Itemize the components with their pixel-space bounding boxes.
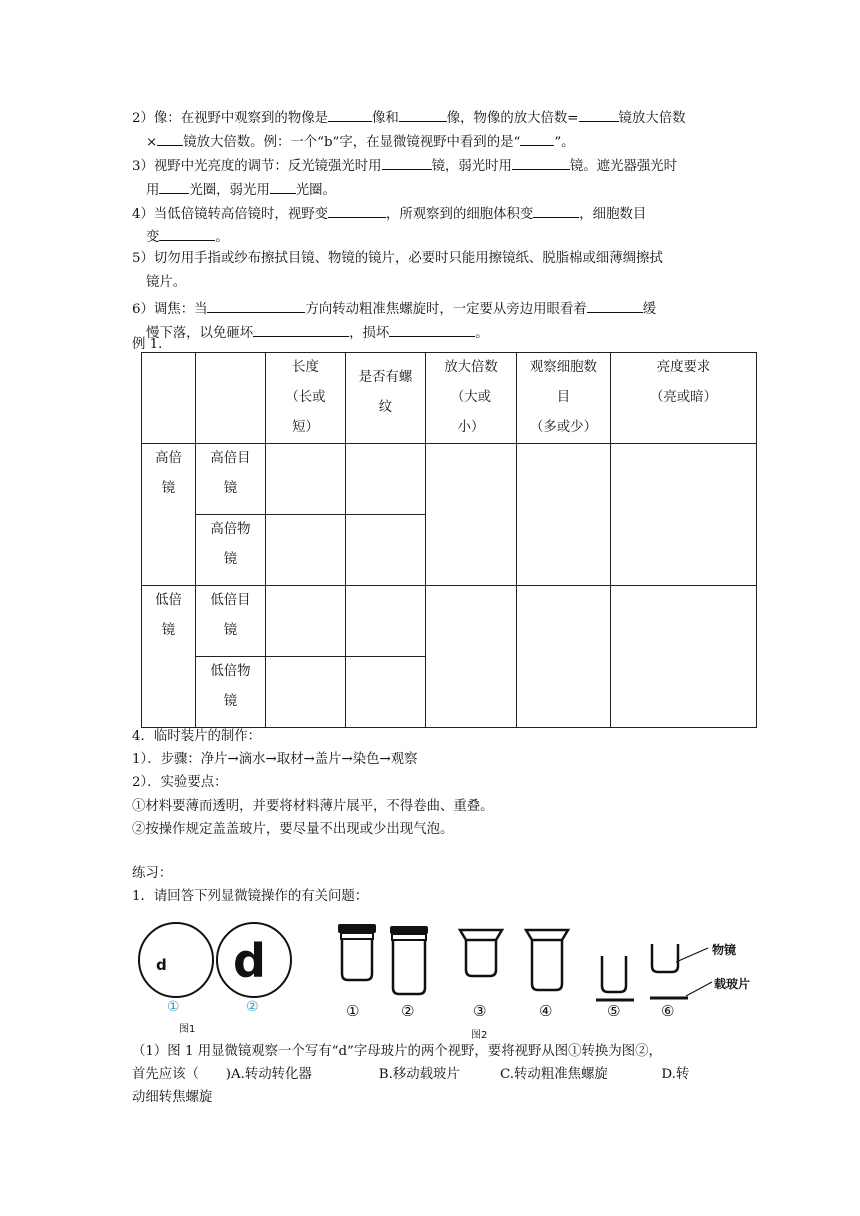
field-of-view-1: [139, 923, 213, 997]
table-cell: [611, 586, 757, 728]
figure-2-label-2: ②: [401, 1002, 415, 1020]
text-fragment: ×: [146, 135, 158, 150]
fill-blank: [512, 155, 570, 170]
text-fragment: 缓: [642, 302, 657, 317]
header-magnification: 放大倍数 （大或 小）: [426, 353, 517, 444]
text-fragment: ”。: [554, 135, 575, 150]
text-fragment: 镜放大倍数。例：一个“b”字，在显微镜视野中看到的是“: [183, 135, 521, 150]
table-cell: [266, 444, 346, 515]
text-line-cells: [146, 226, 229, 247]
fill-blank: [520, 131, 554, 146]
eyepiece-1: [338, 924, 376, 980]
header-thread: 是否有螺 纹: [346, 353, 426, 444]
text-fragment: 像，物像的放大倍数=: [446, 111, 579, 126]
text-fragment: 像和: [372, 111, 399, 126]
fill-blank: [328, 107, 372, 122]
question-1-1-line-2: 首先应该（ )A.转动转化器 B.移动载玻片 C.转动粗准焦螺旋 D.转: [132, 1067, 690, 1082]
row-label-high-objective: 高倍物 镜: [196, 515, 266, 586]
row-label-high: 高倍 镜: [142, 444, 196, 586]
practice-title: 练习：: [132, 866, 173, 881]
text-fragment: 用: [146, 183, 160, 198]
objective-slide-6: [650, 944, 712, 998]
objective-slide-5: [596, 956, 634, 1000]
fill-blank: [157, 131, 183, 146]
text-fragment: 变: [146, 230, 160, 245]
text-fragment: 镜放大倍数: [618, 111, 686, 126]
fill-blank: [587, 298, 643, 313]
fill-blank: [159, 179, 189, 194]
text-fragment: 3）视野中光亮度的调节：反光镜强光时用: [132, 159, 382, 174]
table-cell: [611, 444, 757, 586]
text-line-example: [146, 131, 575, 152]
question-1-1-line-3: 动细转焦螺旋: [132, 1090, 213, 1105]
table-cell: [517, 586, 611, 728]
text-fragment: 慢下落，以免砸坏: [146, 326, 254, 341]
fill-blank: [389, 322, 475, 337]
text-line-steps: 1）．步骤：净片→滴水→取材→盖片→染色→观察: [132, 752, 418, 767]
section-title: 4．临时装片的制作：: [132, 729, 262, 744]
text-line-lens-care: 5）切勿用手指或纱布擦拭目镜、物镜的镜片，必要时只能用擦镜纸、脱脂棉或细薄绸擦拭: [132, 251, 663, 266]
fill-blank: [328, 203, 386, 218]
text-fragment: 镜，弱光时用: [431, 159, 512, 174]
text-fragment: 。: [215, 230, 229, 245]
label-objective: 物镜: [712, 943, 737, 957]
figure-2-label-6: ⑥: [661, 1002, 675, 1020]
text-fragment: 2）像：在视野中观察到的物像是: [132, 111, 328, 126]
figure-1: [136, 915, 298, 1037]
table-cell: [346, 515, 426, 586]
row-label-low-eyepiece: 低倍目 镜: [196, 586, 266, 657]
text-fragment: 。: [475, 326, 489, 341]
text-line-aperture: [146, 179, 336, 200]
text-line-high-power: [132, 203, 646, 224]
header-brightness: 亮度要求 （亮或暗）: [611, 353, 757, 444]
text-fragment: 方向转动粗准焦螺旋时，一定要从旁边用眼看着: [305, 302, 587, 317]
text-line-focus-cont: [146, 322, 489, 343]
table-cell: [266, 657, 346, 728]
text-line-points-title: 2）．实验要点：: [132, 775, 228, 790]
row-label-low-objective: 低倍物 镜: [196, 657, 266, 728]
label-slide: 载玻片: [714, 977, 751, 991]
figure-2-label-3: ③: [473, 1002, 487, 1020]
text-line-point-1: ①材料要薄而透明，并要将材料薄片展平，不得卷曲、重叠。: [132, 799, 494, 814]
table-row: [142, 586, 757, 657]
question-1-1-line-1: （1）图 1 用显微镜观察一个写有“d”字母玻片的两个视野，要将视野从图①转换为图②，: [132, 1044, 662, 1059]
fill-blank: [579, 107, 619, 122]
figure-2-label-4: ④: [539, 1002, 553, 1020]
table-row: [142, 444, 757, 515]
table-cell: [517, 444, 611, 586]
text-fragment: 6）调焦：当: [132, 302, 208, 317]
table-cell: [196, 353, 266, 444]
text-fragment: ，损坏: [349, 326, 390, 341]
figure-2-label-1: ①: [346, 1002, 360, 1020]
objective-4: [526, 930, 568, 990]
table-cell: [426, 586, 517, 728]
header-cell-count: 观察细胞数 目 （多或少）: [517, 353, 611, 444]
header-length: 长度 （长或 短）: [266, 353, 346, 444]
figure-2-caption: 图2: [471, 1030, 488, 1041]
fill-blank: [207, 298, 305, 313]
fill-blank: [382, 155, 432, 170]
figure-1-label-2: ②: [246, 999, 259, 1015]
text-fragment: 4）当低倍镜转高倍镜时，视野变: [132, 207, 328, 222]
text-line-point-2: ②按操作规定盖盖玻片，要尽量不出现或少出现气泡。: [132, 822, 454, 837]
text-fragment: ，所观察到的细胞体积变: [386, 207, 534, 222]
text-fragment: 光圈。: [295, 183, 336, 198]
question-1: 1．请回答下列显微镜操作的有关问题：: [132, 889, 369, 904]
table-cell: [266, 586, 346, 657]
table-cell: [346, 444, 426, 515]
letter-large: d: [233, 934, 266, 988]
text-line-image: [132, 107, 685, 128]
figure-2: [330, 918, 770, 1044]
figure-1-label-1: ①: [167, 999, 180, 1015]
table-cell: [266, 515, 346, 586]
text-line-lens-care-cont: 镜片。: [146, 275, 187, 290]
table-cell: [346, 586, 426, 657]
table-cell: [142, 353, 196, 444]
fill-blank: [270, 179, 296, 194]
text-fragment: 镜。遮光器强光时: [569, 159, 678, 174]
fill-blank: [399, 107, 447, 122]
text-fragment: 光圈，弱光用: [189, 183, 270, 198]
text-line-focus: [132, 298, 656, 319]
fill-blank: [159, 226, 215, 241]
table-header-row: [142, 353, 757, 444]
figure-1-caption: 图1: [179, 1024, 196, 1035]
microscope-table: [141, 352, 757, 728]
text-fragment: ，细胞数目: [579, 207, 647, 222]
row-label-low: 低倍 镜: [142, 586, 196, 728]
row-label-high-eyepiece: 高倍目 镜: [196, 444, 266, 515]
eyepiece-2: [390, 926, 428, 994]
table-cell: [346, 657, 426, 728]
fill-blank: [253, 322, 349, 337]
fill-blank: [533, 203, 579, 218]
objective-3: [460, 930, 502, 976]
text-line-light: [132, 155, 677, 176]
example-label: 例 1．: [132, 337, 172, 352]
table-cell: [426, 444, 517, 586]
letter-small: d: [156, 956, 167, 974]
figure-2-label-5: ⑤: [607, 1002, 621, 1020]
